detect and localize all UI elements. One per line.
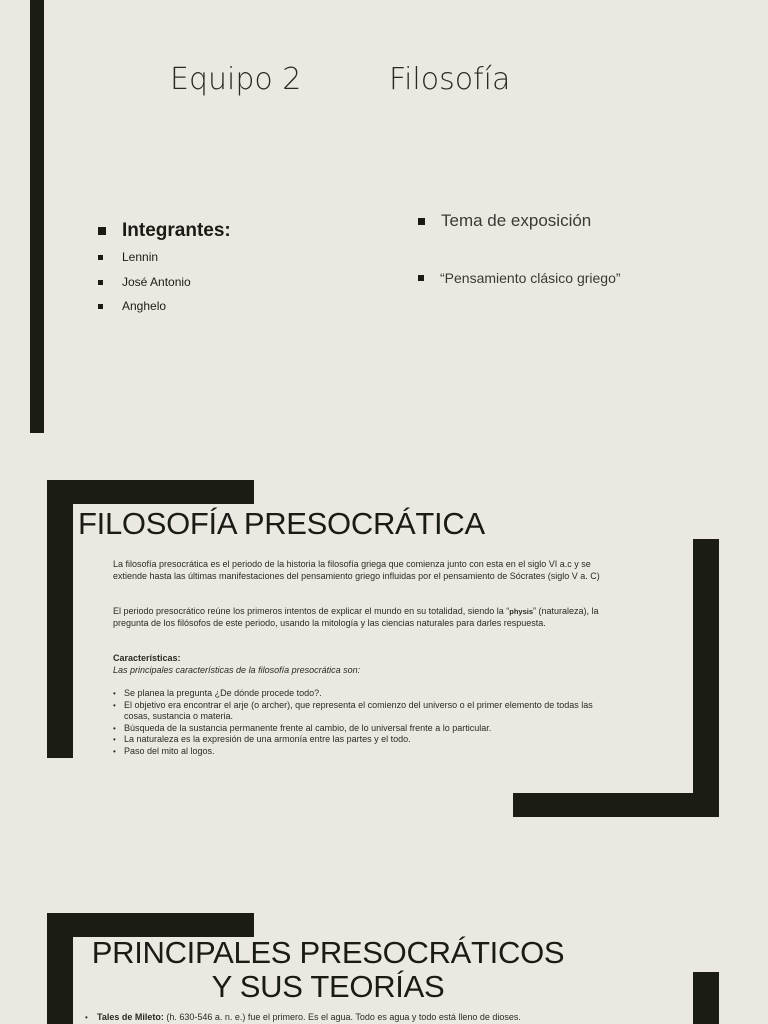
philosopher-name: Tales de Mileto:: [97, 1012, 164, 1022]
slide3-corner-top-h: [47, 913, 254, 937]
physis-term: physis: [509, 607, 533, 616]
bullet-dot-icon: •: [113, 689, 116, 698]
list-item: [113, 734, 643, 746]
member-name: Anghelo: [122, 299, 167, 313]
list-item-text: Se planea la pregunta ¿De dónde procede todo?.: [124, 688, 322, 698]
slide3-corner-top-v: [47, 913, 73, 1024]
slide2-corner-bottom-h: [513, 793, 719, 817]
bullet-square-icon: [418, 275, 424, 281]
member-item: [98, 275, 191, 289]
bullet-square-icon: [98, 280, 103, 285]
list-item: [113, 688, 643, 700]
list-item-text: Búsqueda de la sustancia permanente frente al cambio, de lo universal frente a lo particular.: [124, 722, 492, 733]
slide1-left-bar: [30, 0, 44, 433]
presocratic-item: [85, 1012, 645, 1024]
period-text: ” (naturaleza), la: [533, 606, 599, 616]
period-line: [113, 606, 653, 618]
subject-title: Filosofía: [389, 62, 511, 97]
slide2-title: FILOSOFÍA PRESOCRÁTICA: [78, 506, 485, 541]
characteristics-heading: [113, 653, 643, 676]
bullet-dot-icon: •: [113, 700, 116, 710]
intro-paragraph: [113, 559, 643, 582]
list-item-text: El objetivo era encontrar el arje (o archer), que representa el comienzo del universo o el primer elemento de todas las: [124, 699, 593, 710]
topic-value-item: [418, 268, 621, 288]
member-item: [98, 250, 158, 264]
list-item-text: La naturaleza es la expresión de una armonía entre las partes y el todo.: [124, 734, 411, 744]
bullet-square-icon: [418, 218, 425, 225]
member-name: José Antonio: [122, 275, 191, 289]
characteristics-intro: Las principales características de la filosofía presocrática son:: [113, 664, 361, 675]
slide2-corner-bottom-v: [693, 539, 719, 817]
slide3-title-line: PRINCIPALES PRESOCRÁTICOS: [91, 935, 565, 970]
period-paragraph: [113, 606, 653, 629]
bullet-dot-icon: •: [113, 723, 116, 733]
member-item: [98, 299, 166, 313]
characteristics-list: [113, 688, 643, 757]
bullet-dot-icon: •: [113, 735, 116, 744]
slide3-title: [78, 936, 578, 1004]
members-title: Integrantes:: [122, 220, 231, 241]
list-item-text: Paso del mito al logos.: [124, 745, 215, 756]
members-heading: [98, 220, 231, 242]
slide3-corner-right-v: [693, 972, 719, 1024]
list-item: [113, 700, 643, 712]
slide2-corner-top-h: [47, 480, 254, 504]
topic-value: “Pensamiento clásico griego”: [440, 270, 621, 286]
period-text: El periodo presocrático reúne los primeros intentos de explicar el mundo en su totalidad, siendo la “: [113, 606, 510, 616]
characteristics-title: Características:: [113, 653, 181, 663]
philosopher-text: (h. 630-546 a. n. e.) fue el primero. Es el agua. Todo es agua y todo está lleno de dioses.: [166, 1012, 521, 1022]
topic-label-item: [418, 210, 591, 232]
slide3-title-line: Y SUS TEORÍAS: [211, 969, 445, 1004]
member-name: Lennin: [122, 250, 159, 264]
bullet-dot-icon: •: [113, 746, 116, 756]
list-item-continuation: [113, 711, 643, 723]
list-item-text: cosas, sustancia o materia.: [124, 711, 234, 721]
bullet-dot-icon: •: [85, 1013, 88, 1022]
bullet-square-icon: [98, 304, 103, 309]
topic-label: Tema de exposición: [441, 211, 592, 230]
list-item: [113, 723, 643, 735]
slide2-corner-top-v: [47, 480, 73, 758]
intro-line: La filosofía presocrática es el periodo de la historia la filosofía griega que comienza junto con esta en el siglo VI a.c y se: [113, 559, 591, 569]
list-item: [113, 746, 643, 758]
period-line: pregunta de los filósofos de este periodo, usando la mitología y las ciencias naturales para darles respuesta.: [113, 617, 546, 628]
bullet-square-icon: [98, 255, 103, 260]
intro-line: extiende hasta las últimas manifestaciones del pensamiento griego influidas por el pensamiento de Sócrates (siglo V a. C): [113, 570, 600, 581]
team-title: Equipo 2: [170, 62, 302, 97]
bullet-square-icon: [98, 227, 106, 235]
